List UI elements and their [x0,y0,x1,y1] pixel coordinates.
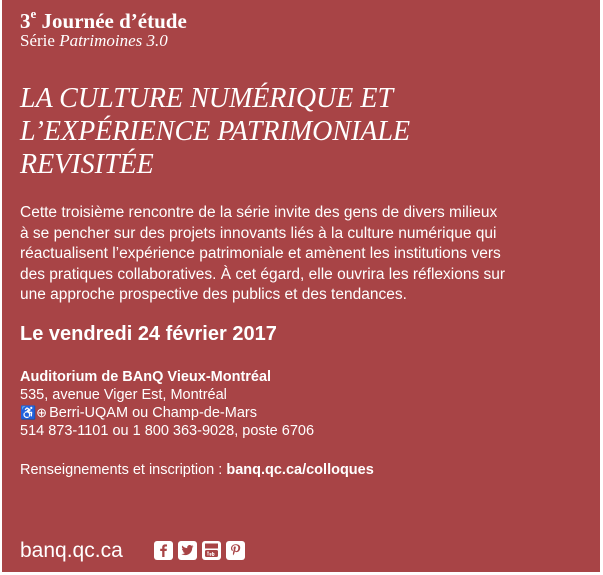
series-name: Patrimoines 3.0 [59,31,168,50]
info-line [20,461,374,479]
venue-metro: Berri-UQAM ou Champ-de-Mars [49,405,257,421]
event-heading [20,3,187,34]
event-title: Journée d’étude [41,9,187,33]
site-link[interactable]: banq.qc.ca [20,539,123,562]
info-label: Renseignements et inscription : [20,462,223,478]
description-line: des pratiques collaboratives. À cet égard, elle ouvrira les réflexions sur [20,265,506,283]
title-line: LA CULTURE NUMÉRIQUE ET [20,83,394,114]
event-number: 3 [20,9,31,33]
description [20,203,590,306]
venue-metro-line [20,404,314,422]
venue-block [20,368,314,440]
venue-name: Auditorium de BAnQ Vieux-Montréal [20,369,272,385]
series-line [20,31,168,51]
main-title [20,82,580,181]
venue-address: 535, avenue Viger Est, Montréal [20,387,227,403]
twitter-icon[interactable] [178,541,197,560]
pinterest-icon[interactable] [226,541,245,560]
registration-link[interactable]: banq.qc.ca/colloques [226,462,374,478]
description-line: Cette troisième rencontre de la série invite des gens de divers milieux [20,204,498,221]
description-line: une approche prospective des publics et des tendances. [20,286,407,303]
description-line: réactualisent l’expérience patrimoniale et amènent les institutions vers [20,245,501,262]
facebook-icon[interactable] [154,541,173,560]
event-card [2,0,600,572]
social-icons [154,541,245,560]
description-line: à se pencher sur des projets innovants liés à la culture numérique qui [20,224,497,242]
title-line: REVISITÉE [20,149,154,180]
event-number-suffix: e [30,6,37,21]
accessibility-metro-icon: ♿⊕ [20,405,48,420]
venue-phone: 514 873-1101 ou 1 800 363-9028, poste 6706 [20,423,315,439]
title-line: L’EXPÉRIENCE PATRIMONIALE [20,116,411,147]
youtube-icon[interactable] [202,541,221,560]
series-prefix: Série [20,31,55,50]
event-date: Le vendredi 24 février 2017 [20,323,277,345]
